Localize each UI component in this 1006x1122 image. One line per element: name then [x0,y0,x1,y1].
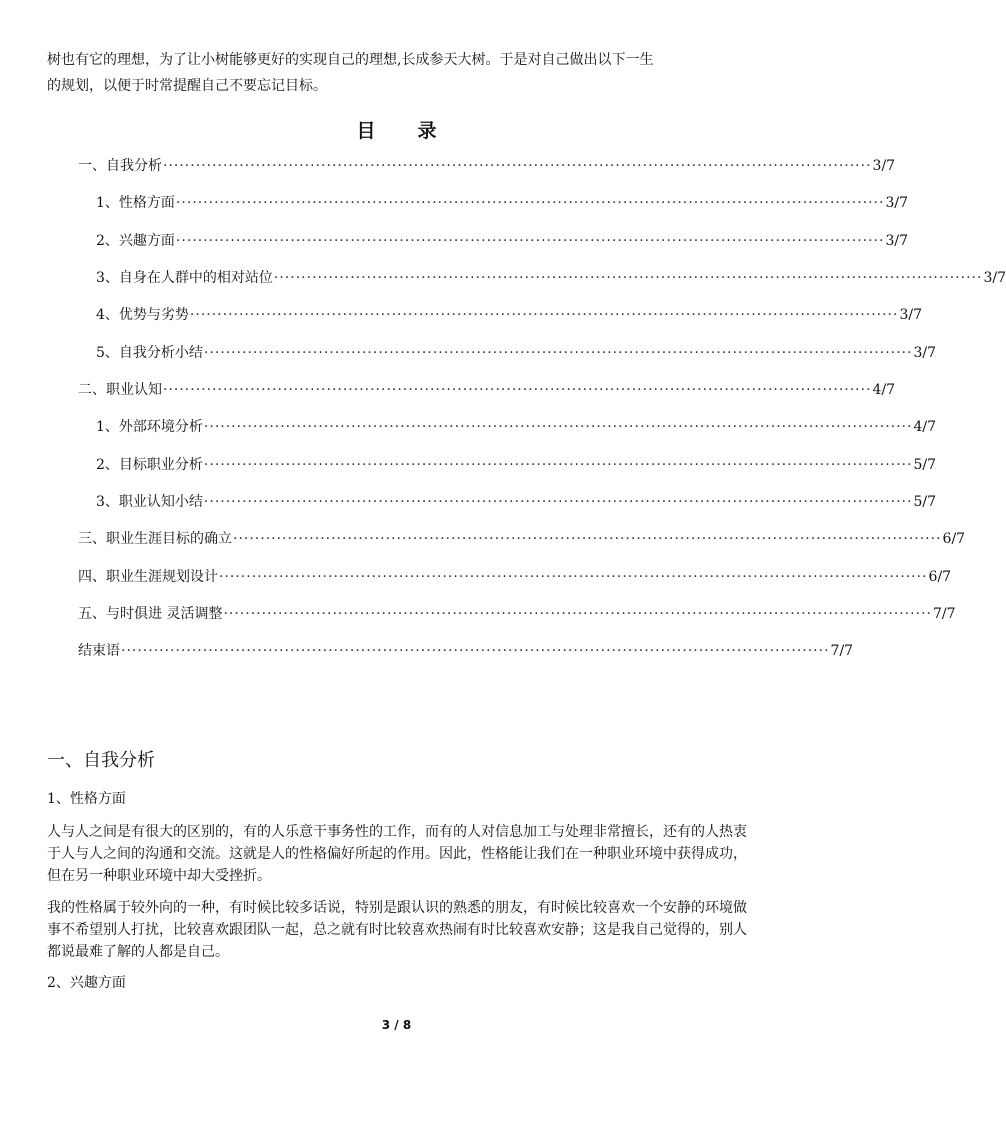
toc-entry-label: 五、与时俱进 灵活调整 [78,606,223,622]
toc-entry-label: 4、优势与劣势 [96,307,189,323]
toc-entry[interactable] [78,640,854,662]
toc-entry[interactable] [96,491,936,513]
toc-entry-page: 6/7 [928,569,952,585]
toc-leader: ·································································································································· [175,233,885,249]
toc-entry-page: 7/7 [932,606,956,622]
toc-entry-label: 1、外部环境分析 [96,419,203,435]
subsection-heading: 1、性格方面 [47,791,126,807]
toc-entry-label: 1、性格方面 [96,195,175,211]
toc-entry-page: 3/7 [885,195,908,211]
toc-entry-page: 3/7 [899,307,922,323]
toc-entry-page: 4/7 [872,382,896,398]
toc-entry-page: 5/7 [913,457,936,473]
toc-entry[interactable] [78,603,956,625]
toc-entry[interactable] [78,566,952,588]
toc-entry-page: 3/7 [885,233,908,249]
toc-entry-page: 5/7 [913,494,936,510]
toc-title: 目录 [356,120,479,142]
toc-entry-page: 6/7 [942,531,966,547]
toc-leader: ·································································································································· [219,569,928,585]
toc-entry-label: 四、职业生涯规划设计 [78,569,218,585]
toc-entry-label: 3、职业认知小结 [96,494,203,510]
toc-leader: ·································································································································· [233,531,942,547]
toc-entry[interactable] [78,528,966,550]
toc-entry-page: 3/7 [983,270,1006,286]
toc-leader: ·································································································································· [223,606,932,622]
intro-paragraph [47,47,747,99]
toc-entry[interactable] [96,304,922,326]
toc-entry-label: 一、自我分析 [78,158,162,174]
toc-entry[interactable] [78,155,896,177]
toc-entry[interactable] [96,416,936,438]
toc-leader: ·································································································································· [203,419,913,435]
body-paragraph: 人与人之间是有很大的区别的，有的人乐意干事务性的工作，而有的人对信息加工与处理非常擅长，还有的人热衷于人与人之间的沟通和交流。这就是人的性格偏好所起的作用。因此，性格能让我们在一种职业环境中获得成功，但在另一种职业环境中却大受挫折。 [47,824,747,884]
toc-entry-page: 3/7 [872,158,896,174]
toc-entry-label: 2、兴趣方面 [96,233,175,249]
intro-line-1: 树也有它的理想，为了让小树能够更好的实现自己的理想,长成参天大树。于是对自己做出以下一生 [47,52,654,68]
toc-leader: ·································································································································· [273,270,983,286]
toc-entry[interactable] [96,342,936,364]
section-heading: 一、自我分析 [47,750,155,771]
toc-entry[interactable] [96,192,908,214]
page-number: 3 / 8 [381,1018,412,1032]
toc-leader: ·································································································································· [203,345,913,361]
toc-entry-page: 3/7 [913,345,936,361]
toc-entry[interactable] [96,454,936,476]
toc-entry-page: 7/7 [830,643,854,659]
toc-leader: ·································································································································· [121,643,830,659]
toc-entry-label: 二、职业认知 [78,382,162,398]
toc-entry-label: 5、自我分析小结 [96,345,203,361]
toc-entry[interactable] [78,379,896,401]
toc-leader: ·································································································································· [163,158,872,174]
toc-entry-label: 结束语 [78,643,120,659]
toc-leader: ·································································································································· [203,494,913,510]
toc-leader: ·································································································································· [189,307,899,323]
toc-leader: ·································································································································· [203,457,913,473]
toc-entry[interactable] [96,230,908,252]
toc-entry-page: 4/7 [913,419,936,435]
subsection-heading: 2、兴趣方面 [47,975,126,991]
body-paragraph: 我的性格属于较外向的一种，有时候比较多话说，特别是跟认识的熟悉的朋友，有时候比较喜欢一个安静的环境做事不希望别人打扰，比较喜欢跟团队一起，总之就有时比较喜欢热闹有时比较喜欢安静；这是我自己觉得的，别人都说最难了解的人都是自己。 [47,900,747,960]
toc-leader: ·································································································································· [175,195,885,211]
intro-line-2: 的规划，以便于时常提醒自己不要忘记目标。 [47,78,327,94]
toc-entry-label: 2、目标职业分析 [96,457,203,473]
toc-entry-label: 3、自身在人群中的相对站位 [96,270,273,286]
toc-entry[interactable] [96,267,1006,289]
toc-entry-label: 三、职业生涯目标的确立 [78,531,232,547]
toc-leader: ·································································································································· [163,382,872,398]
